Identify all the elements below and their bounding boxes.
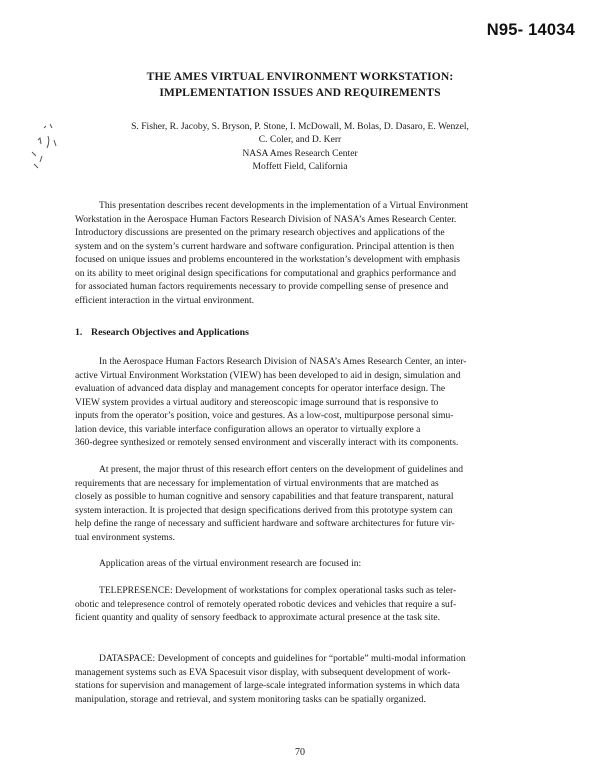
text-line: obotic and telepresence control of remotely operated robotic devices and vehicles that require a suf- bbox=[75, 598, 457, 610]
text-line: stations for supervision and management of large-scale integrated information systems in which data bbox=[75, 680, 460, 691]
text-line: At present, the major thrust of this research effort centers on the development of guidelines and bbox=[99, 464, 464, 475]
text-line: VIEW system provides a virtual auditory and stereoscopic image surround that is responsive to bbox=[75, 396, 439, 408]
text-line: on its ability to meet original design specifications for computational and graphics performance and bbox=[75, 267, 456, 279]
text-line: management systems such as EVA Spacesuit visor display, with subsequent development of work- bbox=[75, 666, 451, 678]
text-line: efficient interaction in the virtual environment. bbox=[75, 294, 255, 306]
text-line: 360-degree synthesized or remotely sensed environment and viscerally interact with its components. bbox=[75, 437, 459, 448]
document-id: N95- 14034 bbox=[486, 21, 575, 39]
body-paragraph bbox=[75, 355, 551, 450]
text-line: This presentation describes recent developments in the implementation of a Virtual Environment bbox=[99, 200, 469, 211]
text-line: ficient quantity and quality of sensory feedback to approximate actural presence at the task site. bbox=[75, 612, 441, 623]
text-line: for associated human factors requirements necessary to provide compelling sense of presence and bbox=[75, 281, 449, 292]
author-block bbox=[0, 120, 600, 174]
body-paragraph bbox=[75, 557, 551, 571]
text-line: Workstation in the Aerospace Human Factors Research Division of NASA’s Ames Research Center. bbox=[75, 213, 457, 225]
title-line-2: IMPLEMENTATION ISSUES AND REQUIREMENTS bbox=[159, 86, 441, 99]
title-line-1: THE AMES VIRTUAL ENVIRONMENT WORKSTATION: bbox=[146, 70, 454, 83]
text-line: system interaction. It is projected that design specifications derived from this prototype system can bbox=[75, 504, 453, 516]
text-line: Application areas of the virtual environment research are focused in: bbox=[99, 558, 362, 569]
author-names-1: S. Fisher, R. Jacoby, S. Bryson, P. Stone, I. McDowall, M. Bolas, D. Dasaro, E. Wenzel, bbox=[131, 121, 469, 132]
abstract-paragraph bbox=[75, 199, 551, 307]
affiliation: NASA Ames Research Center bbox=[242, 147, 358, 159]
text-line: focused on unique issues and problems encountered in the workstation’s development with emphasis bbox=[75, 254, 460, 265]
text-line: In the Aerospace Human Factors Research Division of NASA’s Ames Research Center, an inter- bbox=[99, 356, 467, 367]
body-paragraph bbox=[75, 463, 551, 544]
section-number: 1. bbox=[75, 327, 83, 338]
text-line: help define the range of necessary and sufficient hardware and software architectures for future vir- bbox=[75, 518, 455, 529]
body-paragraph bbox=[75, 652, 551, 706]
section-heading bbox=[75, 327, 249, 338]
text-line: system and on the system’s current hardware and software configuration. Principal attention is then bbox=[75, 240, 455, 252]
text-line: manipulation, storage and retrieval, and system monitoring tasks can be spatially organized. bbox=[75, 693, 426, 705]
text-line: DATASPACE: Development of concepts and guidelines for “portable” multi-modal information bbox=[99, 653, 466, 664]
text-line: lation device, this variable interface configuration allows an operator to virtually explore a bbox=[75, 423, 421, 435]
text-line: TELEPRESENCE: Development of workstations for complex operational tasks such as teler- bbox=[99, 585, 457, 596]
author-names-2: C. Coler, and D. Kerr bbox=[258, 134, 342, 146]
text-line: Introductory discussions are presented on the primary research objectives and applications of the bbox=[75, 227, 445, 238]
text-line: tual environment systems. bbox=[75, 531, 175, 543]
text-line: requirements that are necessary for implementation of virtual environments that are matched as bbox=[75, 477, 439, 489]
location: Moffett Field, California bbox=[252, 161, 348, 173]
body-paragraph bbox=[75, 584, 551, 625]
text-line: closely as possible to human cognitive and sensory capabilities and that feature transparent, natural bbox=[75, 491, 454, 502]
text-line: evaluation of advanced data display and management concepts for operator interface design. The bbox=[75, 383, 446, 394]
paper-title bbox=[0, 69, 600, 101]
section-title: Research Objectives and Applications bbox=[91, 327, 249, 338]
text-line: active Virtual Environment Workstation (VIEW) has been developed to aid in design, simulation and bbox=[75, 369, 461, 381]
text-line: inputs from the operator’s position, voice and gestures. As a low-cost, multipurpose personal simu- bbox=[75, 410, 454, 421]
page-number: 70 bbox=[295, 747, 305, 758]
